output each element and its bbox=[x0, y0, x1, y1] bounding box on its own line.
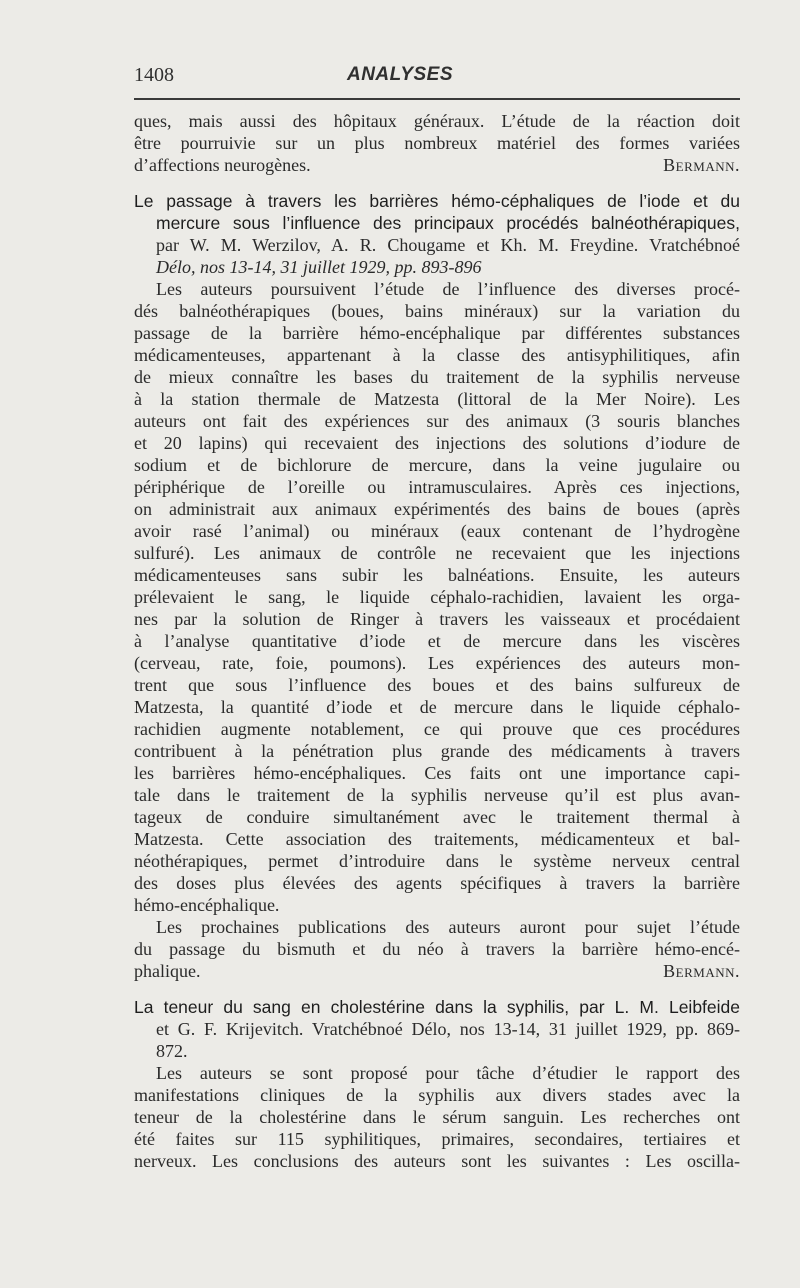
text-line: on administrait aux animaux expérimentés des bains de boues (après bbox=[134, 499, 740, 519]
signature-line bbox=[134, 960, 740, 982]
text-line: les barrières hémo-encéphaliques. Ces faits ont une importance capi- bbox=[134, 763, 740, 783]
article-title-line: La teneur du sang en cholestérine dans la syphilis, par L. M. Leibfeide bbox=[134, 997, 740, 1017]
text-line: nerveux. Les conclusions des auteurs sont les suivantes : Les oscilla- bbox=[134, 1151, 740, 1171]
text-line: passage de la barrière hémo-encéphalique par différentes substances bbox=[134, 323, 740, 343]
text-line: à la station thermale de Matzesta (littoral de la Mer Noire). Les bbox=[134, 389, 740, 409]
text-line: sodium et de bichlorure de mercure, dans la veine jugulaire ou bbox=[134, 455, 740, 475]
text-line: trent que sous l’influence des boues et des bains sulfureux de bbox=[134, 675, 740, 695]
text-line: (cerveau, rate, foie, poumons). Les expériences des auteurs mon- bbox=[134, 653, 740, 673]
article-entry bbox=[134, 190, 740, 982]
article-body bbox=[134, 278, 740, 982]
article-body bbox=[134, 1062, 740, 1172]
text-line: d’affections neurogènes. bbox=[134, 155, 311, 175]
signature-line bbox=[134, 154, 740, 176]
article-byline: Délo, nos 13-14, 31 juillet 1929, pp. 893-896 bbox=[156, 257, 482, 277]
page-number: 1408 bbox=[134, 64, 174, 86]
article-title-line: mercure sous l’influence des principaux procédés balnéothérapiques, bbox=[156, 213, 740, 233]
text-line: périphérique de l’oreille ou intramusculaires. Après ces injections, bbox=[134, 477, 740, 497]
text-line: dés balnéothérapiques (boues, bains minéraux) sur la variation du bbox=[134, 301, 740, 321]
text-line: sulfuré). Les animaux de contrôle ne recevaient que les injections bbox=[134, 543, 740, 563]
text-line: prélevaient le sang, le liquide céphalo-rachidien, lavaient les orga- bbox=[134, 587, 740, 607]
text-line: contribuent à la pénétration plus grande des médicaments à travers bbox=[134, 741, 740, 761]
text-line: Les prochaines publications des auteurs auront pour sujet l’étude bbox=[156, 917, 740, 937]
text-line: médicamenteuses sans subir les balnéations. Ensuite, les auteurs bbox=[134, 565, 740, 585]
text-line: Les auteurs poursuivent l’étude de l’influence des diverses procé- bbox=[156, 279, 740, 299]
text-line: Matzesta. Cette association des traitements, médicamenteux et bal- bbox=[134, 829, 740, 849]
text-line: néothérapiques, permet d’introduire dans le système nerveux central bbox=[134, 851, 740, 871]
text-line: tageux de conduire simultanément avec le traitement thermal à bbox=[134, 807, 740, 827]
article-byline: et G. F. Krijevitch. Vratchébnoé Délo, nos 13-14, 31 juillet 1929, pp. 869- bbox=[156, 1019, 740, 1039]
text-line: à l’analyse quantitative d’iode et de mercure dans les viscères bbox=[134, 631, 740, 651]
article-entry bbox=[134, 996, 740, 1172]
article-byline: 872. bbox=[156, 1041, 188, 1061]
text-line: et 20 lapins) qui recevaient des injections des solutions d’iodure de bbox=[134, 433, 740, 453]
intro-paragraph bbox=[134, 110, 740, 176]
text-line: été faites sur 115 syphilitiques, primaires, secondaires, tertiaires et bbox=[134, 1129, 740, 1149]
text-line: hémo-encéphalique. bbox=[134, 895, 280, 915]
text-line: être pourruivie sur un plus nombreux matériel des formes variées bbox=[134, 133, 740, 153]
reviewer-signature: Bermann. bbox=[663, 155, 740, 175]
text-line: ques, mais aussi des hôpitaux généraux. L’étude de la réaction doit bbox=[134, 111, 740, 131]
text-line: des doses plus élevées des agents spécifiques à travers la barrière bbox=[134, 873, 740, 893]
text-line: teneur de la cholestérine dans le sérum sanguin. Les recherches ont bbox=[134, 1107, 740, 1127]
running-title: ANALYSES bbox=[346, 64, 454, 85]
text-line: nes par la solution de Ringer à travers les vaisseaux et procédaient bbox=[134, 609, 740, 629]
text-line: tale dans le traitement de la syphilis nerveuse qu’il est plus avan- bbox=[134, 785, 740, 805]
text-line: Matzesta, la quantité d’iode et de mercure dans le liquide céphalo- bbox=[134, 697, 740, 717]
text-line: du passage du bismuth et du néo à travers la barrière hémo-encé- bbox=[134, 939, 740, 959]
reviewer-signature: Bermann. bbox=[663, 961, 740, 981]
article-byline: par W. M. Werzilov, A. R. Chougame et Kh. M. Freydine. Vratchébnoé bbox=[156, 235, 740, 255]
text-line: médicamenteuses, appartenant à la classe des antisyphilitiques, afin bbox=[134, 345, 740, 365]
text-line: avoir rasé l’animal) ou minéraux (eaux contenant de l’hydrogène bbox=[134, 521, 740, 541]
text-line: manifestations cliniques de la syphilis aux divers stades avec la bbox=[134, 1085, 740, 1105]
text-line: de mieux connaître les bases du traitement de la syphilis nerveuse bbox=[134, 367, 740, 387]
article-title-line: Le passage à travers les barrières hémo-céphaliques de l’iode et du bbox=[134, 191, 740, 211]
header-rule bbox=[134, 98, 740, 100]
text-line: auteurs ont fait des expériences sur des animaux (3 souris blanches bbox=[134, 411, 740, 431]
text-line: Les auteurs se sont proposé pour tâche d’étudier le rapport des bbox=[156, 1063, 740, 1083]
page-content bbox=[134, 110, 740, 1172]
text-line: rachidien augmente notablement, ce qui prouve que ces procédures bbox=[134, 719, 740, 739]
text-line: phalique. bbox=[134, 961, 201, 981]
